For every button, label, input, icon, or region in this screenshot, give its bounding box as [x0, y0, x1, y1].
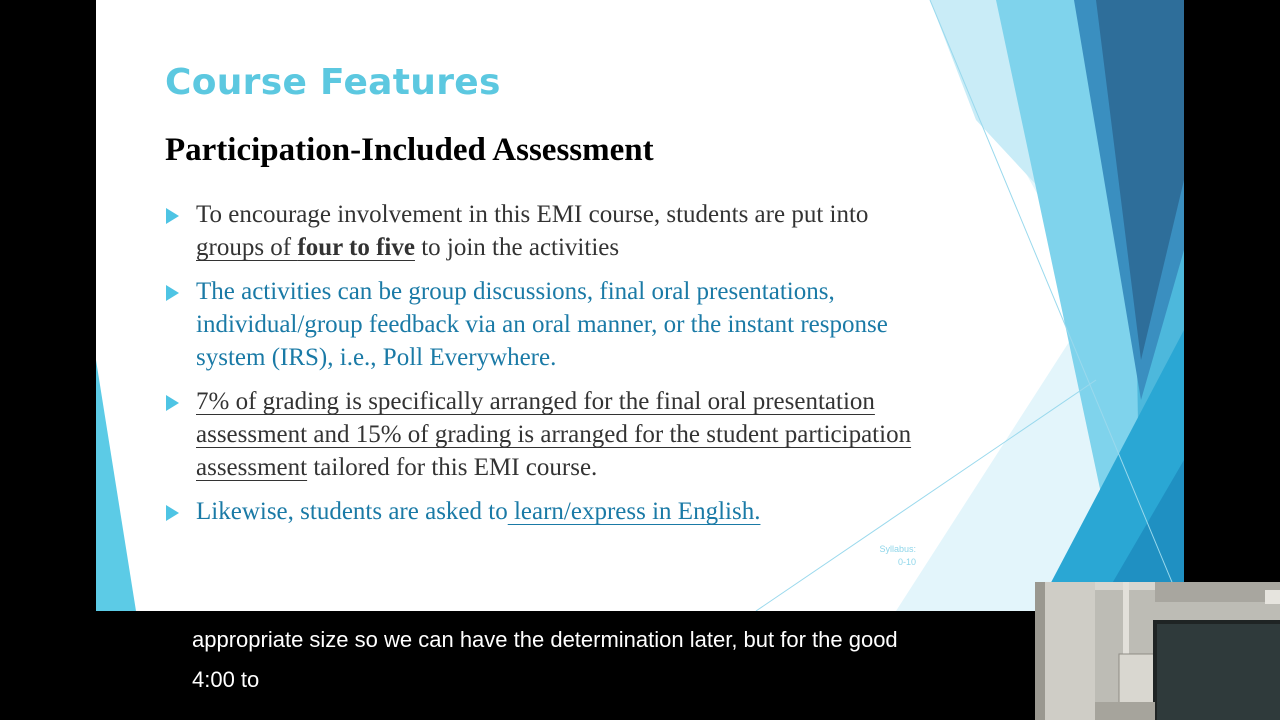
- slide-title: Course Features: [165, 62, 501, 103]
- syllabus-note-range: 0-10: [897, 557, 916, 567]
- bullet-arrow-icon: [166, 505, 179, 521]
- bullet-1-text: To encourage involvement in this EMI course, students are put into: [196, 201, 869, 228]
- bullet-arrow-icon: [166, 285, 179, 301]
- bullet-1-groups: groups of: [196, 234, 298, 261]
- bullet-list: [165, 198, 925, 539]
- bullet-item-4: [165, 495, 925, 528]
- webcam-overlay: [1035, 582, 1280, 720]
- bullet-item-1: [165, 198, 925, 264]
- bullet-4-underlined: learn/express in English.: [507, 498, 761, 525]
- bullet-2-text: The activities can be group discussions, final oral presentations, individual/group feedback via an oral manner, or the instant response system (IRS), i.e., Poll Everywhere.: [196, 278, 888, 371]
- caption-line-1: appropriate size so we can have the determination later, but for the good: [192, 627, 898, 652]
- bullet-3-tail: tailored for this EMI course.: [307, 454, 598, 481]
- bullet-item-2: [165, 275, 925, 374]
- bullet-3-underlined: 7% of grading is specifically arranged for the final oral presentation assessment and 15% of grading is arranged for the student participation assessment: [196, 388, 912, 481]
- bullet-arrow-icon: [166, 208, 179, 224]
- webcam-feed-image: [1035, 582, 1280, 720]
- bullet-arrow-icon: [166, 395, 179, 411]
- bullet-1-tail: to join the activities: [414, 234, 620, 261]
- bullet-1-underlined: [196, 234, 415, 261]
- caption-line-2: 4:00 to: [192, 667, 260, 692]
- presentation-slide: [96, 0, 1184, 611]
- bullet-1-emphasis: four to five: [297, 234, 415, 261]
- syllabus-note-label: Syllabus:: [879, 544, 916, 554]
- bullet-item-3: [165, 385, 925, 484]
- slide-subtitle: Participation-Included Assessment: [165, 132, 654, 168]
- syllabus-note: [872, 543, 916, 569]
- bullet-4-text: Likewise, students are asked to: [196, 498, 508, 525]
- subtitle-captions: [192, 620, 898, 700]
